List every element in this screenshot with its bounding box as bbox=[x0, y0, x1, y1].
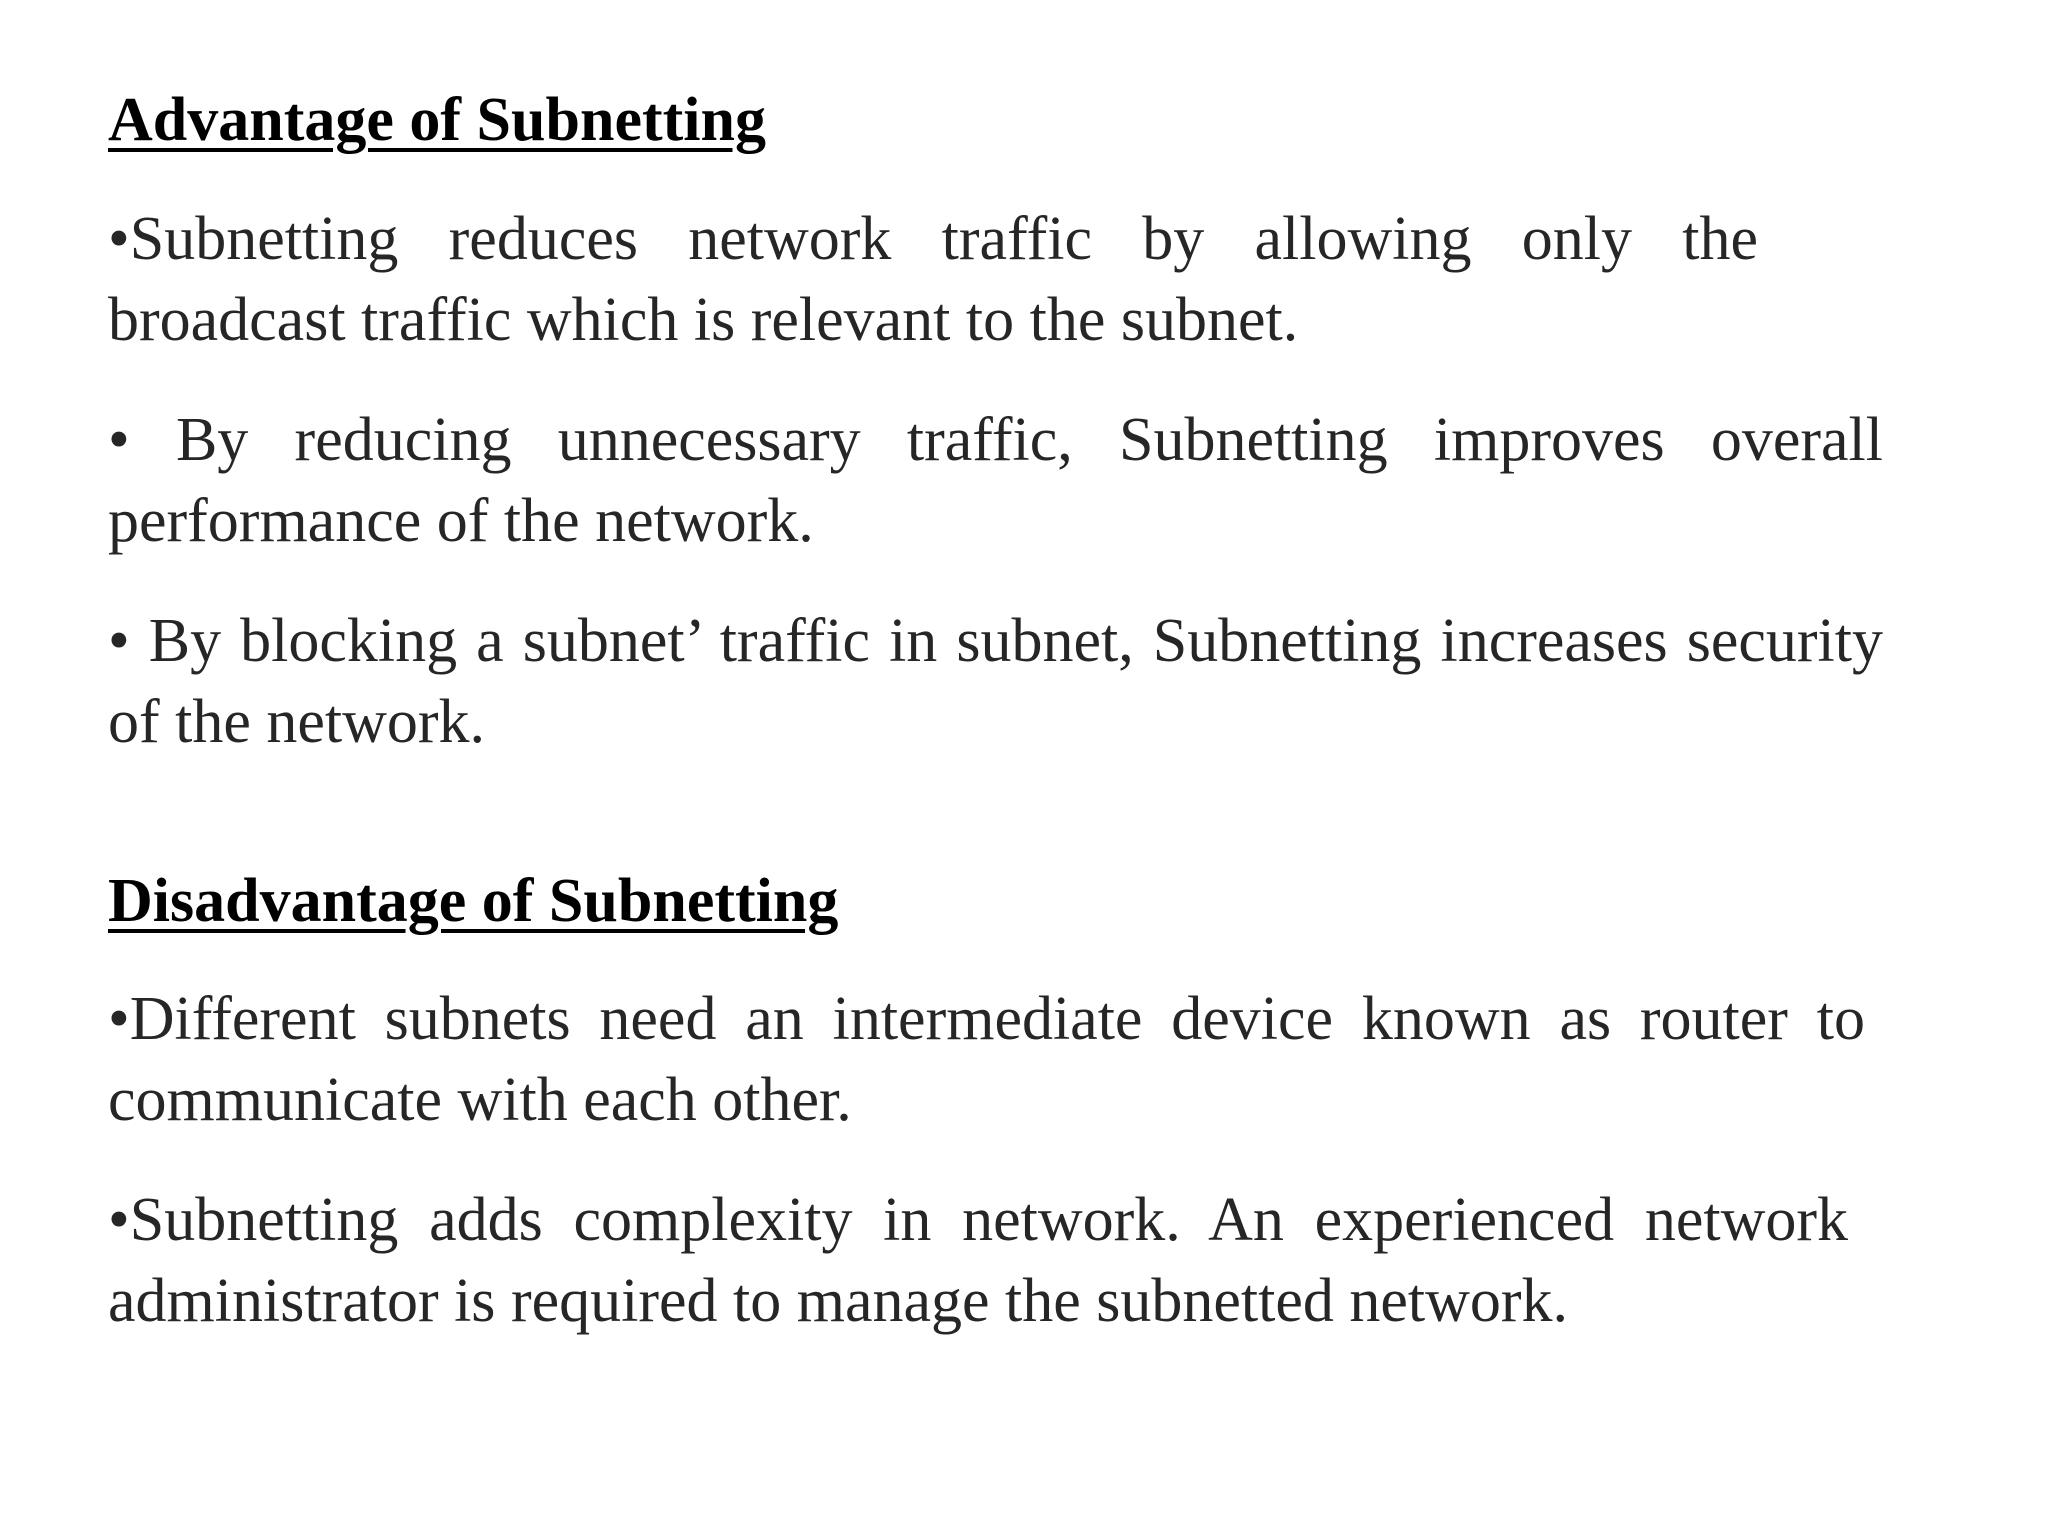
advantages-heading: Advantage of Subnetting bbox=[108, 86, 766, 154]
slide-content bbox=[108, 82, 1883, 1342]
disadvantage-item-router: •Different subnets need an intermediate device known as router to communicate with each other. bbox=[108, 985, 1865, 1134]
advantage-item-performance: • By reducing unnecessary traffic, Subnetting improves overall performance of the network. bbox=[108, 405, 1883, 555]
disadvantage-item-complexity: •Subnetting adds complexity in network. An experienced network administrator is required to manage the subnetted network. bbox=[108, 1186, 1848, 1335]
advantage-item-traffic: •Subnetting reduces network traffic by allowing only the broadcast traffic which is relevant to the subnet. bbox=[108, 204, 1758, 354]
disadvantages-heading: Disadvantage of Subnetting bbox=[108, 866, 839, 935]
advantage-item-security: • By blocking a subnet’ traffic in subnet, Subnetting increases security of the network. bbox=[108, 606, 1883, 756]
